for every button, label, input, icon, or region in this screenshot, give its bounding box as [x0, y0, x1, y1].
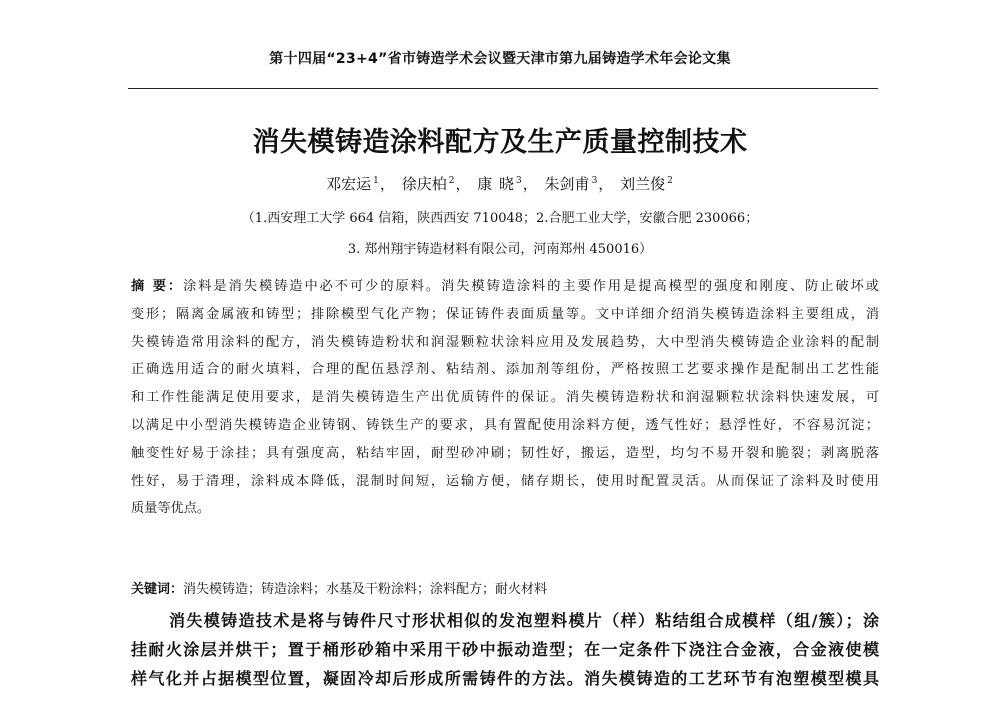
author-name: 徐庆柏 — [401, 175, 447, 193]
abstract-line: 失模铸造常用涂料的配方，消失模铸造粉状和润湿颗粒状涂料应用及发展趋势，大中型消失模铸造企业涂料的配制 — [131, 334, 879, 350]
header-rule — [128, 88, 878, 89]
body-line: 挂耐火涂层并烘干；置于桶形砂箱中采用干砂中振动造型；在一定条件下浇注合金液，合金液使模 — [131, 640, 879, 659]
abstract-text: 涂料是消失模铸造中必不可少的原料。消失模铸造涂料的主要作用是提高模型的强度和刚度、防止破坏或 — [183, 279, 879, 294]
author-separator: ， — [522, 175, 538, 193]
abstract-line: 性好，易于清理，涂料成本降低，混制时间短，运输方便，储存期长，使用时配置灵活。从而保证了涂料及时使用 — [131, 473, 879, 489]
body-paragraph — [131, 606, 879, 693]
paper-title: 消失模铸造涂料配方及生产质量控制技术 — [252, 127, 748, 158]
author-name: 康 晓 — [477, 175, 515, 193]
abstract-line: 变形；隔离金属液和铸型；排除模型气化产物；保证铸件表面质量等。文中详细介绍消失模铸造涂料主要组成，消 — [131, 306, 879, 322]
author-affiliation-mark: 2 — [667, 176, 673, 186]
running-header: 第十四届“23+4”省市铸造学术会议暨天津市第九届铸造学术年会论文集 — [269, 51, 731, 67]
author-affiliation-mark: 2 — [448, 176, 455, 186]
body-line: 样气化并占据模型位置，凝固冷却后形成所需铸件的方法。消失模铸造的工艺环节有泡塑模型模具 — [131, 669, 879, 688]
author-name: 朱剑甫 — [544, 175, 590, 193]
author-list — [0, 173, 1000, 194]
abstract-line: 触变性好易于涂挂；具有强度高，粘结牢固，耐型砂冲刷；韧性好，搬运，造型，均匀不易开裂和脆裂；剥离脱落 — [131, 445, 879, 461]
author-separator: ， — [379, 175, 395, 193]
author-affiliation-mark: 1 — [373, 176, 379, 186]
abstract-line: 以满足中小型消失模铸造企业铸钢、铸铁生产的要求，具有置配使用涂料方便，透气性好；悬浮性好，不容易沉淀； — [131, 417, 879, 433]
keywords-text: 消失模铸造；铸造涂料；水基及干粉涂料；涂料配方；耐火材料 — [183, 582, 548, 597]
author-affiliation-mark: 3 — [591, 176, 598, 186]
keywords-label: 关键词： — [131, 582, 184, 597]
body-line: 消失模铸造技术是将与铸件尺寸形状相似的发泡塑料模片（样）粘结组合成模样（组/簇）；涂 — [169, 611, 879, 630]
author-separator: ， — [455, 175, 471, 193]
author-affiliation-mark: 3 — [516, 176, 522, 186]
affiliation-line: （1.西安理工大学 664 信箱，陕西西安 710048；2.合肥工业大学，安徽合肥 230066； — [241, 211, 759, 226]
author-name: 刘兰俊 — [620, 175, 666, 193]
abstract — [131, 273, 879, 523]
affiliation-line: 3. 郑州翔宇铸造材料有限公司，河南郑州 450016） — [347, 242, 653, 257]
author-name: 邓宏运 — [326, 175, 372, 193]
abstract-line — [131, 273, 879, 301]
abstract-line: 和工作性能满足使用要求，是消失模铸造生产出优质铸件的保证。消失模铸造粉状和润湿颗粒状涂料快速发展，可 — [131, 390, 879, 406]
abstract-line: 正确选用适合的耐火填料，合理的配伍悬浮剂、粘结剂、添加剂等组份，严格按照工艺要求操作是配制出工艺性能 — [131, 362, 879, 378]
author-separator: ， — [598, 175, 614, 193]
abstract-line: 质量等优点。 — [131, 501, 211, 517]
abstract-label: 摘 要： — [131, 279, 184, 294]
keywords — [131, 578, 879, 597]
